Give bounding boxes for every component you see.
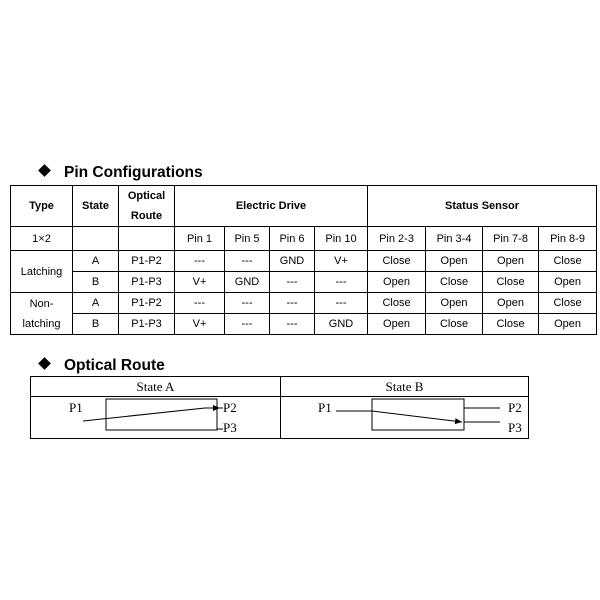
table-cell: Open — [426, 293, 483, 314]
table-cell: Close — [426, 272, 483, 293]
table-cell: Close — [483, 314, 539, 335]
table-cell: GND — [315, 314, 368, 335]
state-a-port-p3: P3 — [223, 420, 237, 435]
state-a-switch — [83, 399, 223, 430]
header-state: State — [73, 186, 119, 227]
table-cell: --- — [175, 293, 225, 314]
state-b-switch — [336, 399, 500, 430]
table-cell: V+ — [175, 314, 225, 335]
table-cell: Close — [368, 251, 426, 272]
header-optical-route-line2: Route — [130, 210, 163, 222]
type-latching: Latching — [11, 251, 73, 293]
state-b-port-p1: P1 — [318, 400, 332, 415]
type-non-latching-line2: latching — [22, 317, 61, 330]
state-a-port-p2: P2 — [223, 400, 237, 415]
route-cell: P1-P2 — [119, 251, 175, 272]
table-cell: --- — [175, 251, 225, 272]
table-cell: V+ — [315, 251, 368, 272]
table-cell: --- — [225, 293, 270, 314]
table-cell: Close — [539, 251, 597, 272]
subheader-empty — [119, 227, 175, 251]
table-cell: --- — [225, 314, 270, 335]
header-type: Type — [11, 186, 73, 227]
optical-route-heading — [40, 357, 165, 375]
header-electric-drive: Electric Drive — [175, 186, 368, 227]
type-value: 1×2 — [11, 227, 73, 251]
state-a-label: State A — [136, 379, 175, 394]
pin-header: Pin 6 — [270, 227, 315, 251]
table-cell: GND — [270, 251, 315, 272]
table-cell: Close — [539, 293, 597, 314]
type-non-latching — [11, 293, 73, 335]
optical-route-title: Optical Route — [64, 357, 165, 374]
header-optical-route — [119, 186, 175, 227]
type-non-latching-line1: Non- — [29, 297, 54, 310]
table-cell: --- — [270, 272, 315, 293]
diamond-bullet-icon — [38, 164, 51, 177]
pin-header: Pin 3-4 — [426, 227, 483, 251]
state-cell: B — [73, 272, 119, 293]
pin-header: Pin 10 — [315, 227, 368, 251]
pin-configurations-heading — [40, 164, 203, 182]
route-cell: P1-P2 — [119, 293, 175, 314]
table-cell: Open — [483, 251, 539, 272]
table-cell: --- — [270, 293, 315, 314]
pin-header: Pin 1 — [175, 227, 225, 251]
state-b-port-p3: P3 — [508, 420, 522, 435]
table-cell: Open — [426, 251, 483, 272]
header-optical-route-line1: Optical — [127, 190, 166, 202]
table-cell: Open — [368, 272, 426, 293]
table-cell: GND — [225, 272, 270, 293]
diamond-bullet-icon — [38, 357, 51, 370]
pin-configurations-title: Pin Configurations — [64, 164, 203, 181]
table-cell: Open — [539, 314, 597, 335]
table-cell: --- — [225, 251, 270, 272]
pin-configurations-table — [10, 185, 597, 335]
table-cell: --- — [270, 314, 315, 335]
pin-header: Pin 2-3 — [368, 227, 426, 251]
table-cell: Close — [368, 293, 426, 314]
state-a-port-p1: P1 — [69, 400, 83, 415]
table-cell: --- — [315, 293, 368, 314]
header-status-sensor: Status Sensor — [368, 186, 597, 227]
pin-header: Pin 5 — [225, 227, 270, 251]
route-cell: P1-P3 — [119, 272, 175, 293]
table-cell: Close — [426, 314, 483, 335]
table-cell: V+ — [175, 272, 225, 293]
state-cell: A — [73, 293, 119, 314]
state-b-label: State B — [385, 379, 424, 394]
state-b-port-p2: P2 — [508, 400, 522, 415]
state-cell: A — [73, 251, 119, 272]
pin-header: Pin 8-9 — [539, 227, 597, 251]
state-cell: B — [73, 314, 119, 335]
optical-route-schematic — [31, 377, 528, 438]
pin-header: Pin 7-8 — [483, 227, 539, 251]
table-cell: --- — [315, 272, 368, 293]
table-cell: Close — [483, 272, 539, 293]
table-cell: Open — [539, 272, 597, 293]
subheader-empty — [73, 227, 119, 251]
table-cell: Open — [483, 293, 539, 314]
optical-route-diagram — [30, 376, 529, 439]
route-cell: P1-P3 — [119, 314, 175, 335]
table-cell: Open — [368, 314, 426, 335]
